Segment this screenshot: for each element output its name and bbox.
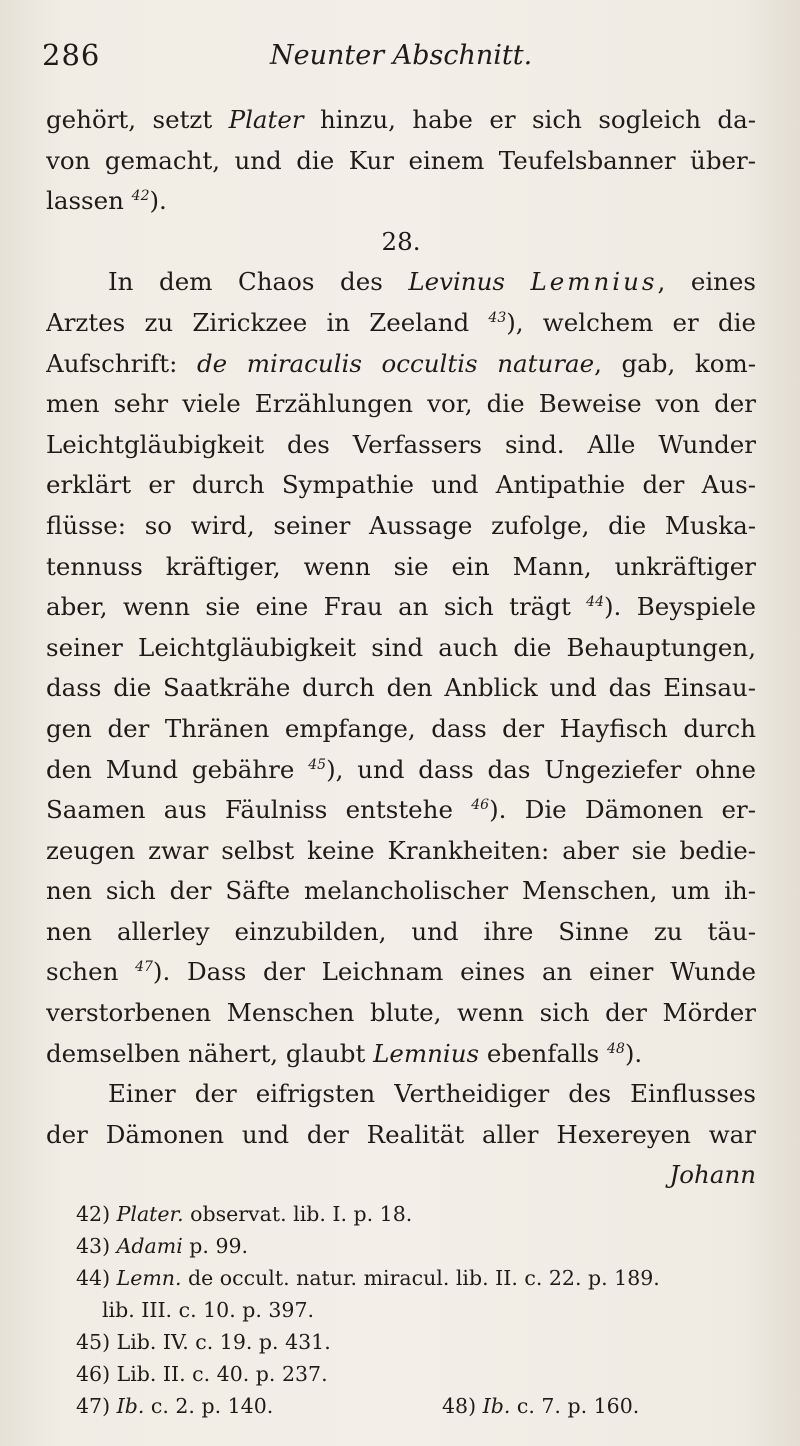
text-run: von gemacht, und die Kur einem Teufelsbanner über- <box>46 145 756 175</box>
text-run: flüsse: so wird, seiner Aussage zufolge, die Muska- <box>46 510 756 540</box>
body-text <box>46 100 756 1196</box>
text-run: 28. <box>381 226 421 256</box>
text-run: lassen <box>46 186 132 216</box>
text-run: ). Dass der Leichnam eines an einer Wunde <box>152 957 756 987</box>
text-run: Einer der eifrigsten Vertheidiger des Einflusses <box>108 1079 756 1109</box>
text-run <box>505 267 531 296</box>
text-run: Lemnius <box>530 267 658 297</box>
catchword <box>46 1155 756 1196</box>
text-line <box>46 465 756 506</box>
text-line <box>46 912 756 953</box>
text-run: p. 99. <box>182 1234 249 1258</box>
text-run: ), und dass das Ungeziefer ohne <box>326 754 756 784</box>
text-run: tennuss kräftiger, wenn sie ein Mann, unkräftiger <box>46 551 756 581</box>
text-run: Saamen aus Fäulniss entstehe <box>46 795 472 825</box>
text-run: verstorbenen Menschen blute, wenn sich der Mörder <box>46 998 756 1028</box>
section-number <box>46 222 756 263</box>
text-run: nen sich der Säfte melancholischer Menschen, um ih- <box>46 876 756 906</box>
text-run: Leichtgläubigkeit des Verfassers sind. Alle Wunder <box>46 429 756 459</box>
text-run: erklärt er durch Sympathie und Antipathie der Aus- <box>46 470 756 500</box>
text-run: zeugen zwar selbst keine Krankheiten: aber sie bedie- <box>46 835 756 865</box>
text-run: Aufschrift: <box>46 348 197 378</box>
text-run: 47) <box>76 1394 117 1418</box>
text-run: men sehr viele Erzählungen vor, die Beweise von der <box>46 389 756 419</box>
text-line <box>46 141 756 182</box>
text-line <box>46 181 756 222</box>
footnote-ref: 42 <box>131 188 150 205</box>
text-line <box>46 506 756 547</box>
text-run: Lemnius <box>373 1038 480 1068</box>
text-run: seiner Leichtgläubigkeit sind auch die Behauptungen, <box>46 632 756 662</box>
text-line <box>46 262 756 303</box>
text-run: lib. III. c. 10. p. 397. <box>102 1298 315 1322</box>
footnote-row <box>76 1390 766 1422</box>
footnote-ref: 46 <box>471 796 490 813</box>
footnote-ref: 48 <box>607 1040 625 1057</box>
text-run: , eines <box>657 267 756 297</box>
text-line <box>46 709 756 750</box>
page-number: 286 <box>42 38 101 72</box>
text-line <box>46 952 756 993</box>
footnote <box>76 1198 766 1230</box>
text-line <box>46 628 756 669</box>
text-run: schen <box>46 957 136 987</box>
text-line <box>46 871 756 912</box>
text-run: den Mund gebähre <box>46 754 309 784</box>
text-line <box>46 1115 756 1156</box>
text-run: c. 2. p. 140. <box>144 1394 274 1418</box>
text-line <box>46 993 756 1034</box>
text-line <box>46 831 756 872</box>
running-head: Neunter Abschnitt. <box>270 40 533 71</box>
text-run: 42) <box>76 1202 117 1226</box>
text-run: 45) Lib. IV. c. 19. p. 431. <box>76 1330 331 1354</box>
text-line <box>46 100 756 141</box>
text-line <box>46 1074 756 1115</box>
text-run: de miraculis occultis naturae <box>196 348 595 378</box>
text-run: ). Die Dämonen er- <box>489 795 756 825</box>
footnote <box>76 1358 766 1390</box>
text-run: ebenfalls <box>479 1038 608 1068</box>
footnotes <box>76 1198 766 1422</box>
text-line <box>46 425 756 466</box>
text-run: 46) Lib. II. c. 40. p. 237. <box>76 1362 328 1386</box>
footnote <box>76 1230 766 1262</box>
footnote-ref: 44 <box>586 593 604 610</box>
text-run: 43) <box>76 1234 117 1258</box>
text-line <box>46 790 756 831</box>
text-run: Plater <box>228 105 304 134</box>
text-line <box>46 1034 756 1075</box>
text-run: ). <box>149 186 167 216</box>
text-run: der Dämonen und der Realität aller Hexereyen war <box>46 1119 756 1149</box>
text-run: 48) <box>442 1394 483 1418</box>
text-run: de occult. natur. miracul. lib. II. c. 22. p. 189. <box>181 1266 660 1290</box>
text-run: Johann <box>669 1160 756 1190</box>
footnote-ref: 47 <box>135 959 153 976</box>
text-run: Adami <box>116 1234 183 1258</box>
footnote-continuation <box>76 1294 766 1326</box>
text-run: demselben nähert, glaubt <box>46 1038 374 1068</box>
text-run: Lemn. <box>116 1266 182 1290</box>
text-line <box>46 750 756 791</box>
text-run: hinzu, habe er sich sogleich da- <box>303 105 756 134</box>
text-run: ). <box>624 1038 643 1068</box>
text-run: Plater. <box>116 1202 184 1226</box>
footnote <box>76 1262 766 1294</box>
footnote-ref: 45 <box>308 756 327 773</box>
text-run: 44) <box>76 1266 117 1290</box>
text-run: ). Beyspiele <box>604 592 756 622</box>
text-run: gehört, setzt <box>46 105 229 134</box>
text-line <box>46 384 756 425</box>
text-run: Arztes zu Zirickzee in Zeeland <box>46 307 489 337</box>
text-line <box>46 547 756 588</box>
footnote <box>76 1326 766 1358</box>
text-line <box>46 587 756 628</box>
text-line <box>46 668 756 709</box>
page-header <box>42 38 758 78</box>
text-run: ), welchem er die <box>506 307 756 337</box>
text-line <box>46 344 756 385</box>
text-run: Ib. <box>482 1394 511 1418</box>
footnote <box>76 1394 273 1418</box>
text-run: gen der Thränen empfange, dass der Hayfisch durch <box>46 713 756 743</box>
text-run: In dem Chaos des <box>108 267 409 297</box>
text-run: aber, wenn sie eine Frau an sich trägt <box>46 592 587 622</box>
text-run: Ib. <box>116 1394 145 1418</box>
text-run: observat. lib. I. p. 18. <box>183 1202 413 1226</box>
footnote <box>442 1390 639 1422</box>
text-run: Levinus <box>408 267 505 297</box>
text-run: nen allerley einzubilden, und ihre Sinne zu täu- <box>46 916 756 946</box>
text-run: , gab, kom- <box>594 348 756 378</box>
text-run: c. 7. p. 160. <box>510 1394 640 1418</box>
text-line <box>46 303 756 344</box>
text-run: dass die Saatkrähe durch den Anblick und das Einsau- <box>46 673 756 703</box>
footnote-ref: 43 <box>488 309 507 326</box>
